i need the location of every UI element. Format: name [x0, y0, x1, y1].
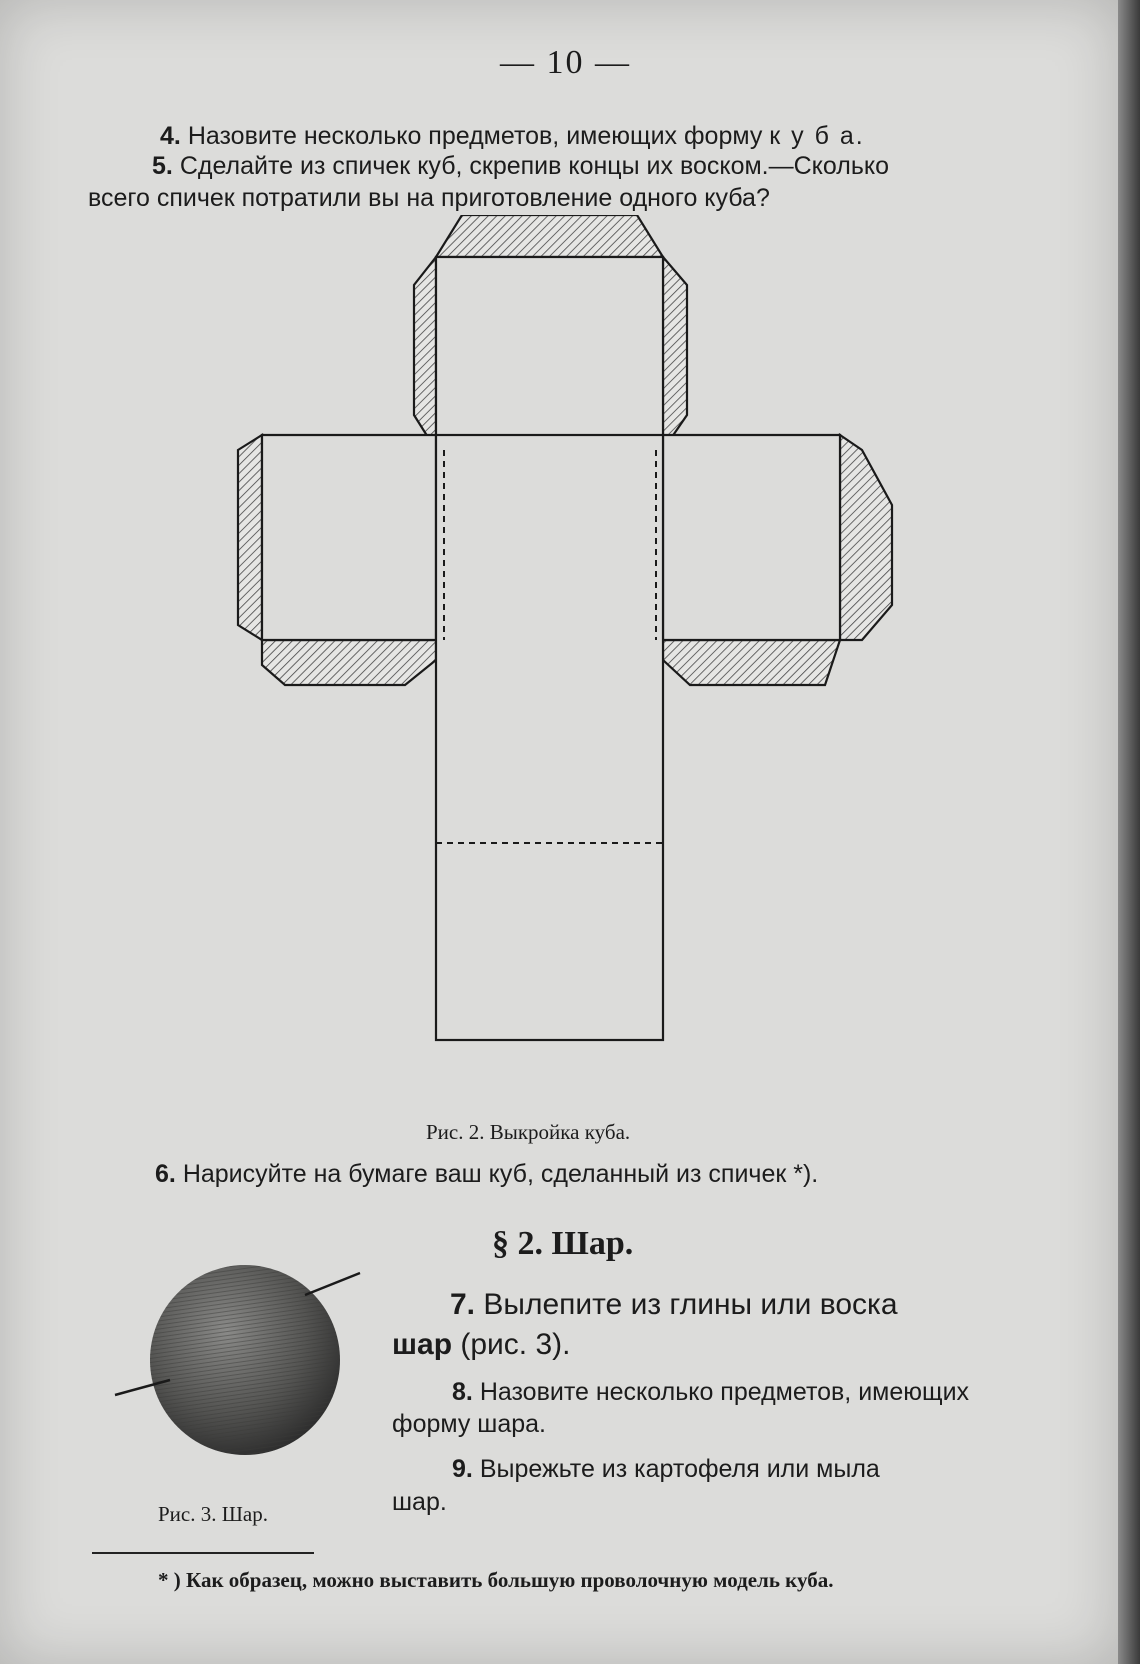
exercise-7-line1 — [450, 1288, 898, 1322]
left-bottom-flap — [262, 640, 436, 685]
right-bottom-flap — [663, 640, 840, 685]
exercise-5-line1 — [152, 152, 889, 181]
exercise-7-rest: (рис. 3). — [452, 1328, 571, 1361]
figure-3-caption: Рис. 3. Шар. — [158, 1502, 268, 1526]
exercise-5-text: Сделайте из спичек куб, скрепив концы их воском.—Сколько — [179, 152, 889, 180]
exercise-8-line1 — [452, 1378, 969, 1407]
upper-left-flap — [414, 257, 436, 450]
axis-right — [305, 1273, 360, 1295]
page-number: — 10 — — [500, 44, 631, 81]
exercise-5-number: 5. — [152, 152, 173, 180]
exercise-7-emphasis: шар — [392, 1328, 453, 1361]
exercise-6 — [155, 1160, 818, 1189]
section-title: § 2. Шар. — [492, 1225, 634, 1262]
top-face — [436, 257, 663, 450]
exercise-9-number: 9. — [452, 1455, 473, 1483]
cube-net-figure — [200, 215, 920, 1115]
right-face — [663, 435, 840, 640]
upper-right-flap — [663, 257, 687, 450]
exercise-8-text: Назовите несколько предметов, имеющих — [479, 1378, 970, 1406]
exercise-9-text: Вырежьте из картофеля или мыла — [479, 1455, 880, 1483]
exercise-7-line2 — [392, 1328, 570, 1362]
exercise-6-number: 6. — [155, 1160, 176, 1188]
exercise-6-text: Нарисуйте на бумаге ваш куб, сделанный из спичек *). — [182, 1160, 819, 1188]
right-outer-flap — [840, 435, 892, 640]
center-column — [436, 435, 663, 1040]
footnote-rule — [92, 1552, 314, 1554]
left-outer-flap — [238, 435, 262, 640]
left-face — [262, 435, 436, 640]
sphere-figure — [110, 1245, 370, 1485]
exercise-7-number: 7. — [450, 1288, 476, 1321]
exercise-5-line2: всего спичек потратили вы на приготовление одного куба? — [88, 184, 770, 212]
exercise-8-line2: форму шара. — [392, 1410, 547, 1438]
exercise-9-line1 — [452, 1455, 880, 1484]
exercise-4 — [160, 122, 865, 151]
exercise-4-text: Назовите несколько предметов, имеющих форму — [187, 122, 770, 150]
page-edge-shadow — [1118, 0, 1140, 1664]
figure-2-caption: Рис. 2. Выкройка куба. — [426, 1120, 631, 1144]
exercise-8-number: 8. — [452, 1378, 473, 1406]
footnote: * ) Как образец, можно выставить большую проволочную модель куба. — [158, 1568, 834, 1592]
top-flap — [436, 215, 663, 257]
exercise-4-emphasis: к у б а. — [769, 122, 865, 150]
exercise-7-text: Вылепите из глины или воска — [483, 1288, 898, 1321]
exercise-4-number: 4. — [160, 122, 181, 150]
exercise-9-line2: шар. — [392, 1488, 447, 1516]
